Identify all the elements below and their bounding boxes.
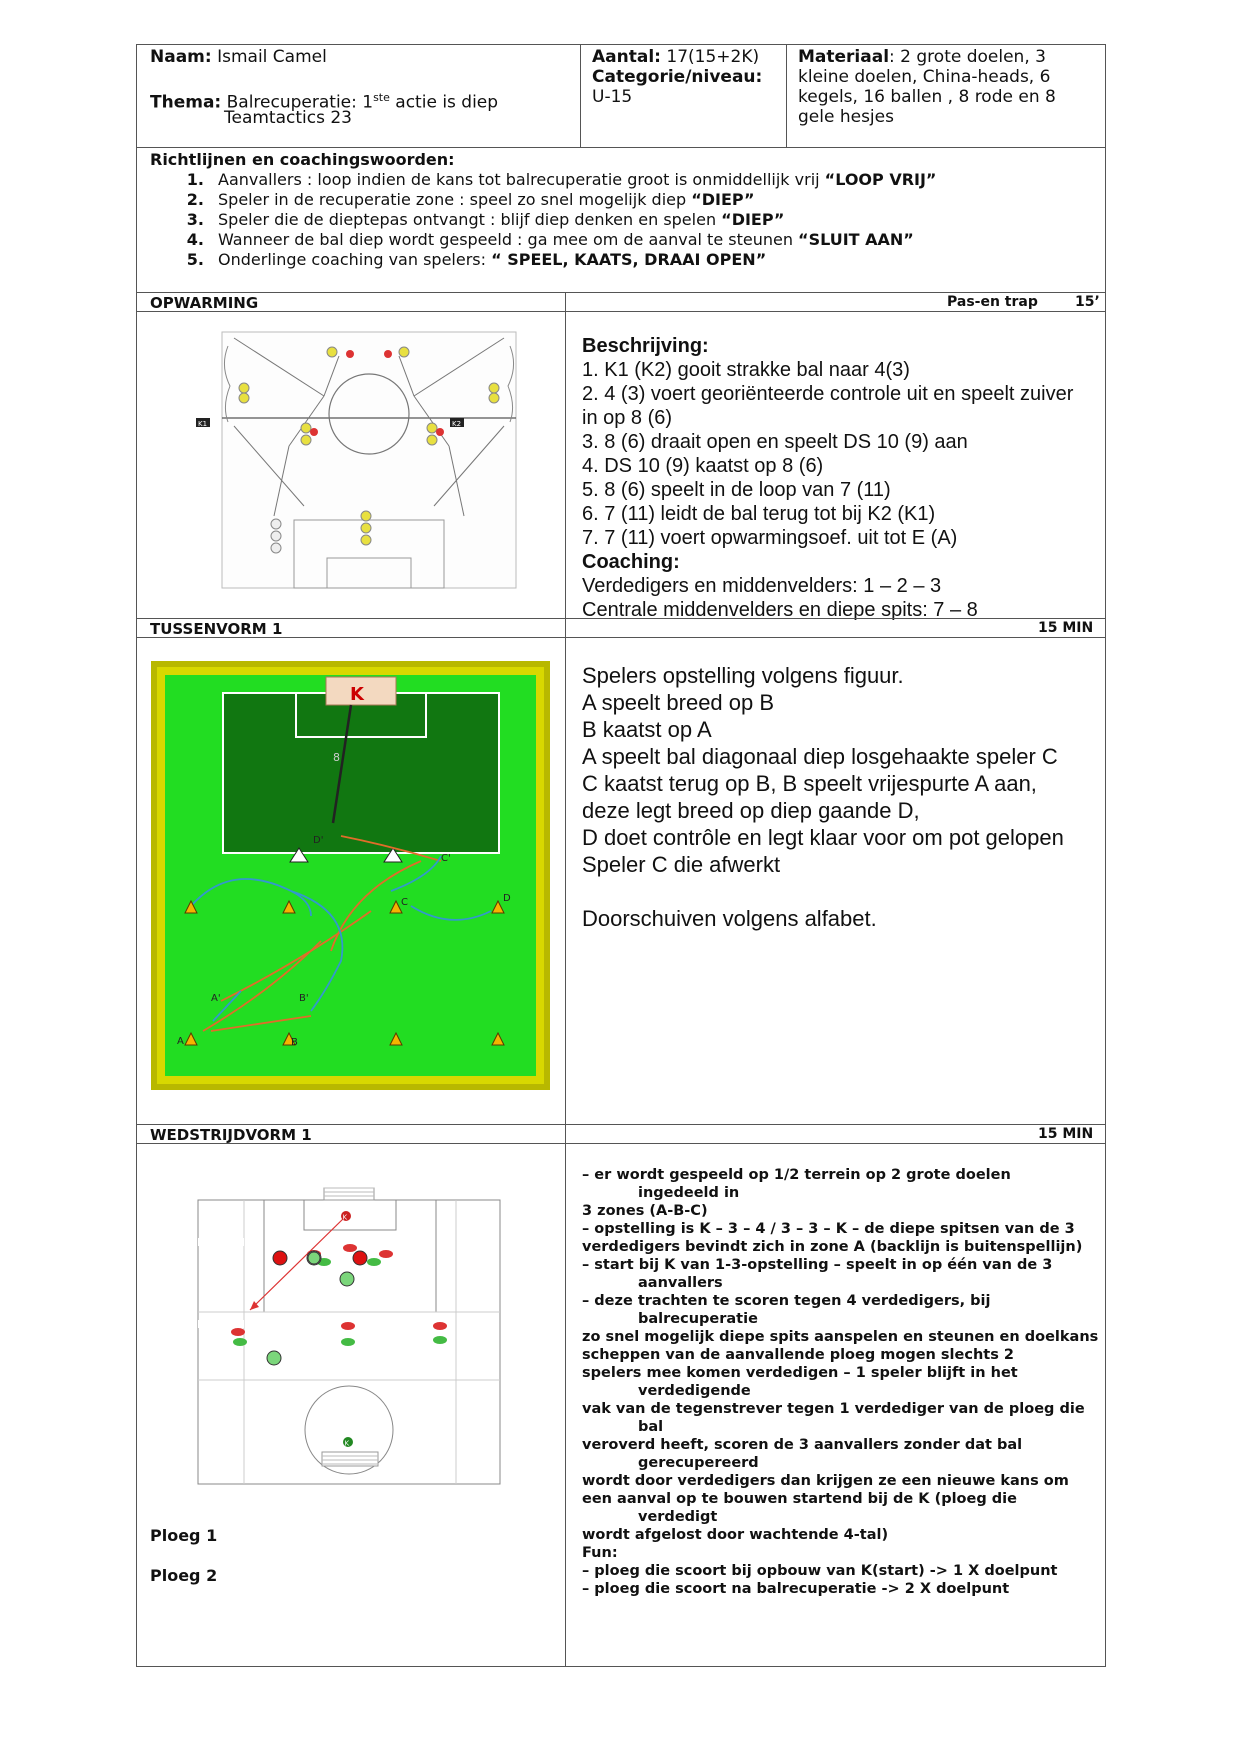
thema-line2: Teamtactics 23 [224,108,352,128]
tussenvorm-line: C kaatst terug op B, B speelt vrijespurte A aan, [582,771,1037,796]
wedstrijd-line: vak van de tegenstrever tegen 1 verdediger van de ploeg die [582,1401,1085,1417]
tussenvorm-line: Doorschuiven volgens alfabet. [582,906,877,931]
wedstrijd-line: veroverd heeft, scoren de 3 aanvallers zonder dat bal [582,1437,1023,1453]
wedstrijd-line: – ploeg die scoort bij opbouw van K(start) -> 1 X doelpunt [582,1563,1058,1579]
tussenvorm-line: B kaatst op A [582,717,712,742]
tussenvorm-line: deze legt breed op diep gaande D, [582,798,920,823]
wedstrijd-line: – ploeg die scoort na balrecuperatie -> 2 X doelpunt [582,1581,1010,1597]
opwarming-line: 6. 7 (11) leidt de bal terug tot bij K2 (K1) [582,503,936,525]
opwarming-diagram [198,326,524,594]
materiaal-label: Materiaal [798,47,890,67]
opwarming-line: 5. 8 (6) speelt in de loop van 7 (11) [582,479,891,501]
tussenvorm-line: Speler C die afwerkt [582,852,781,877]
opwarming-line: 2. 4 (3) voert georiënteerde controle uit en speelt zuiver [582,383,1074,405]
opwarming-line: 1. K1 (K2) gooit strakke bal naar 4(3) [582,359,910,381]
ploeg1-label: Ploeg 1 [150,1526,218,1545]
label-b2: B' [299,993,309,1004]
opwarming-time: 15’ [1075,294,1100,310]
wedstrijd-line: – deze trachten te scoren tegen 4 verdedigers, bij [582,1293,991,1309]
opwarming-title: OPWARMING [150,294,259,312]
beschrijving-title: Beschrijving: [582,335,709,357]
tussenvorm-line: A speelt bal diagonaal diep losgehaakte speler C [582,744,1058,769]
materiaal-line1 [798,47,1046,67]
materiaal-text-1: kleine doelen, China-heads, 6 [798,67,1051,87]
guideline-item: 3. Speler die de dieptepas ontvangt : blijf diep denken en spelen “DIEP” [186,210,785,229]
tussenvorm-time: 15 MIN [1038,620,1094,636]
categorie-label: Categorie/niveau: [592,67,763,87]
naam-line [150,47,327,67]
wedstrijd-line: – er wordt gespeeld op 1/2 terrein op 2 grote doelen [582,1167,1011,1183]
k1-label: K1 [198,420,208,428]
naam-label: Naam: [150,47,212,67]
tussenvorm-line: Spelers opstelling volgens figuur. [582,663,904,688]
coaching-title: Coaching: [582,551,680,573]
label-d2: D' [313,835,324,846]
materiaal-text-0: : 2 grote doelen, 3 [889,47,1046,67]
wedstrijd-line: gerecupereerd [638,1455,759,1471]
materiaal-text-3: gele hesjes [798,107,894,127]
wedstrijd-title: WEDSTRIJDVORM 1 [150,1126,312,1144]
wedstrijd-line: – opstelling is K – 3 – 4 / 3 – 3 – K – de diepe spitsen van de 3 [582,1221,1075,1237]
label-d: D [503,893,511,904]
wedstrijd-line: aanvallers [638,1275,723,1291]
wedstrijd-line: Fun: [582,1545,618,1561]
wedstrijd-line: bal [638,1419,664,1435]
wedstrijd-line: verdedigende [638,1383,751,1399]
wedstrijd-line: wordt door verdedigers dan krijgen ze een nieuwe kans om [582,1473,1069,1489]
categorie-value: U-15 [592,87,633,107]
wedstrijd-line: scheppen van de aanvallende ploeg mogen slechts 2 [582,1347,1014,1363]
wedstrijd-line: – start bij K van 1-3-opstelling – speelt in op één van de 3 [582,1257,1053,1273]
wedstrijd-line: verdedigers bevindt zich in zone A (backlijn is buitenspellijn) [582,1239,1083,1255]
opwarming-line: 3. 8 (6) draait open en speelt DS 10 (9) aan [582,431,968,453]
thema-label: Thema: [150,92,222,113]
thema-value-rest: actie is diep [395,92,499,113]
opwarming-line: in op 8 (6) [582,407,673,429]
wedstrijd-line: spelers mee komen verdedigen – 1 speler blijft in het [582,1365,1018,1381]
wedstrijd-line: verdedigt [638,1509,718,1525]
wedstrijd-line: een aanval op te bouwen startend bij de K (ploeg die [582,1491,1017,1507]
label-a: A [177,1036,184,1047]
wedstrijd-diagram [194,1180,506,1486]
tussenvorm-line: D doet contrôle en legt klaar voor om pot gelopen [582,825,1064,850]
k2-label: K2 [452,420,462,428]
tussenvorm-title: TUSSENVORM 1 [150,620,283,638]
keeper-bottom-label: K [344,1439,350,1448]
opwarming-line: 7. 7 (11) voert opwarmingsoef. uit tot E (A) [582,527,958,549]
opwarming-type: Pas-en trap [947,294,1038,310]
wedstrijd-line: ingedeeld in [638,1185,740,1201]
coaching-line: Verdedigers en middenvelders: 1 – 2 – 3 [582,575,942,597]
keeper-label: K [350,684,364,705]
wedstrijd-line: zo snel mogelijk diepe spits aanspelen en steunen en doelkans [582,1329,1099,1345]
wedstrijd-line: 3 zones (A-B-C) [582,1203,708,1219]
label-c2: C' [441,853,451,864]
guideline-item: 1. Aanvallers : loop indien de kans tot balrecuperatie groot is onmiddellijk vrij “LOOP VRIJ” [186,170,937,189]
label-c: C [401,897,408,908]
tussenvorm-line: A speelt breed op B [582,690,775,715]
guideline-item: 2. Speler in de recuperatie zone : speel zo snel mogelijk diep “DIEP” [186,190,755,209]
wedstrijd-header-right [565,1124,1106,1144]
label-b: B [291,1037,298,1048]
eight-label: 8 [333,751,340,764]
label-a2: A' [211,993,221,1004]
wedstrijd-time: 15 MIN [1038,1126,1094,1142]
coaching-line: Centrale middenvelders en diepe spits: 7 – 8 [582,599,978,621]
naam-value: Ismail Camel [217,47,327,67]
wedstrijd-line: balrecuperatie [638,1311,758,1327]
materiaal-text-2: kegels, 16 ballen , 8 rode en 8 [798,87,1056,107]
guidelines-title: Richtlijnen en coachingswoorden: [150,150,455,169]
tussenvorm-header-right [565,618,1106,638]
opwarming-line: 4. DS 10 (9) kaatst op 8 (6) [582,455,824,477]
wedstrijd-line: wordt afgelost door wachtende 4-tal) [582,1527,889,1543]
guideline-item: 4. Wanneer de bal diep wordt gespeeld : ga mee om de aanval te steunen “SLUIT AAN” [186,230,914,249]
thema-sup: ste [373,91,390,104]
aantal-label: Aantal: [592,47,661,67]
guideline-item: 5. Onderlinge coaching van spelers: “ SPEEL, KAATS, DRAAI OPEN” [186,250,767,269]
aantal-value: 17(15+2K) [666,47,760,67]
thema-value: Balrecuperatie: 1 [226,92,374,113]
keeper-top-label: K [342,1213,348,1222]
aantal-line [592,47,759,67]
tussenvorm-diagram [151,661,550,1090]
ploeg2-label: Ploeg 2 [150,1566,218,1585]
